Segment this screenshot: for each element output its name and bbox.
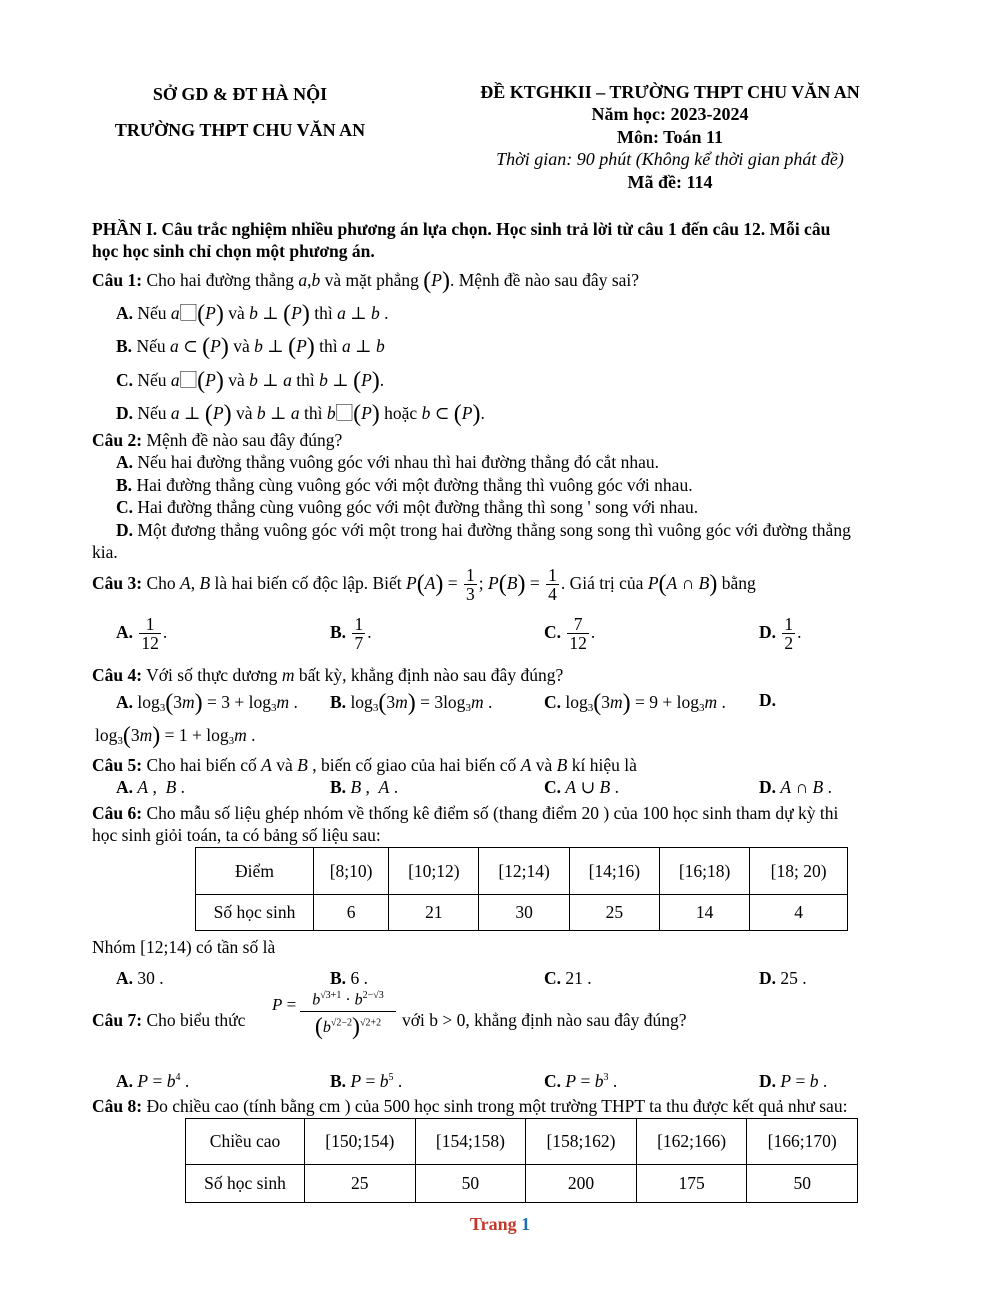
- question-3: Câu 3: Cho A, B là hai biến cố độc lập. Biết P(A) = $\frac{1}{3}$ ; P(B) = $\frac{1}{4}$ . Giá trị của P(A ∩ B) bằng: [92, 565, 756, 605]
- table-cell: 14: [659, 895, 749, 931]
- question-label: Câu 7:: [92, 1010, 143, 1030]
- table-header: Điểm: [196, 848, 314, 895]
- q7-option-a[interactable]: A. $P = b^4$ .: [116, 1071, 190, 1091]
- q3-option-d[interactable]: D. $\frac{1}{2}$ .: [759, 614, 802, 654]
- q4-option-d[interactable]: D.: [759, 690, 777, 710]
- table-cell: 6: [314, 895, 389, 931]
- question-1: Câu 1: Cho hai đường thẳng a,b và mặt phẳng (P). Mệnh đề nào sau đây sai?: [92, 268, 640, 294]
- table-cell: 175: [636, 1165, 747, 1203]
- q6-prompt: Nhóm [12;14) có tần số là: [92, 937, 276, 957]
- table-cell: 25: [305, 1165, 416, 1203]
- q7-formula: $b^{√3+1} \cdot b^{2-√3}$ $(b^{√2-2})^{√2+2}$: [300, 990, 396, 1041]
- q6-option-d[interactable]: D. 25 .: [759, 968, 807, 988]
- question-text: Mệnh đề nào sau đây đúng?: [146, 430, 343, 450]
- q6-option-a[interactable]: A. 30 .: [116, 968, 164, 988]
- table-cell: 50: [415, 1165, 526, 1203]
- table-cell: [162;166): [636, 1119, 747, 1165]
- q1-option-b[interactable]: B. Nếu a ⊂ (P) và b ⊥ (P) thì a ⊥ b: [116, 334, 385, 360]
- table-cell: 25: [569, 895, 659, 931]
- q1-option-a[interactable]: A. Nếu a⃞(P) và b ⊥ (P) thì a ⊥ b .: [116, 301, 389, 327]
- question-label: Câu 5:: [92, 755, 143, 775]
- q6-option-b[interactable]: B. 6 .: [330, 968, 368, 988]
- q3-option-c[interactable]: C. $\frac{7}{12}$ .: [544, 614, 596, 654]
- question-2: [92, 430, 342, 451]
- page-number: 1: [521, 1214, 531, 1234]
- prompt-text: có tần số là: [196, 937, 276, 957]
- question-label: Câu 8:: [92, 1096, 143, 1116]
- subject: Môn: Toán 11: [616, 127, 724, 147]
- q5-option-c[interactable]: C. A ∪ B .: [544, 777, 619, 797]
- exam-title: ĐỀ KTGHKII – TRƯỜNG THPT CHU VĂN AN: [480, 82, 860, 102]
- school-year: Năm học: 2023-2024: [591, 104, 749, 124]
- question-5: Câu 5: Cho hai biến cố A và B , biến cố giao của hai biến cố A và B kí hiệu là: [92, 755, 637, 775]
- table-cell: [166;170): [747, 1119, 858, 1165]
- option-text: Hai đường thẳng cùng vuông góc với một đường thẳng thì song ' song với nhau.: [137, 497, 699, 517]
- page-footer: [0, 1214, 1000, 1235]
- table-cell: [158;162): [526, 1119, 637, 1165]
- table-cell: 30: [479, 895, 569, 931]
- table-header: Số học sinh: [186, 1165, 305, 1203]
- q4-option-b[interactable]: B. $\log_3(3m) = 3\log_3m$ .: [330, 690, 493, 716]
- q4-option-c[interactable]: C. $\log_3(3m) = 9 + \log_3m$ .: [544, 690, 726, 716]
- q5-option-d[interactable]: D. A ∩ B .: [759, 777, 832, 797]
- question-7: [92, 1010, 245, 1031]
- question-6-cont: học sinh giỏi toán, ta có bảng số liệu sau:: [92, 825, 381, 845]
- exam-code: Mã đề: 114: [627, 172, 713, 192]
- school-name: TRƯỜNG THPT CHU VĂN AN: [114, 120, 366, 140]
- q5-option-b[interactable]: B. B , A .: [330, 777, 399, 797]
- q2-option-c[interactable]: C. Hai đường thẳng cùng vuông góc với một đường thẳng thì song ' song với nhau.: [116, 497, 699, 517]
- q2-option-d[interactable]: D. Một đương thẳng vuông góc với một trong hai đường thẳng song song thì vuông góc với đường thẳng: [116, 520, 851, 540]
- question-text: Cho biểu thức: [146, 1010, 246, 1030]
- school-department: SỞ GD & ĐT HÀ NỘI: [152, 84, 328, 104]
- question-4: Câu 4: Với số thực dương m bất kỳ, khẳng định nào sau đây đúng?: [92, 665, 564, 685]
- question-7-cont: với b > 0, khẳng định nào sau đây đúng?: [402, 1010, 687, 1030]
- question-label: Câu 4:: [92, 665, 143, 685]
- q1-option-d[interactable]: D. Nếu a ⊥ (P) và b ⊥ a thì b⃞(P) hoặc b ⊂ (P).: [116, 401, 485, 427]
- q3-option-a[interactable]: A. $\frac{1}{12}$ .: [116, 614, 168, 654]
- table-cell: 4: [750, 895, 848, 931]
- q6-option-c[interactable]: C. 21 .: [544, 968, 592, 988]
- table-cell: 21: [389, 895, 479, 931]
- group-label: [12;14): [140, 937, 192, 957]
- q2-option-b[interactable]: B. Hai đường thẳng cùng vuông góc với một đường thẳng thì vuông góc với nhau.: [116, 475, 693, 495]
- option-text: Nếu hai đường thẳng vuông góc với nhau thì hai đường thẳng đó cắt nhau.: [137, 452, 659, 472]
- question-text: Đo chiều cao (tính bằng cm ) của 500 học sinh trong một trường THPT ta thu được kết quả như sau:: [146, 1096, 848, 1116]
- table-cell: 200: [526, 1165, 637, 1203]
- table-cell: [150;154): [305, 1119, 416, 1165]
- table-header: Số học sinh: [196, 895, 314, 931]
- question-6: [92, 803, 838, 824]
- table-cell: [154;158): [415, 1119, 526, 1165]
- p-equals: P =: [272, 995, 297, 1014]
- question-label: Câu 2:: [92, 430, 143, 450]
- table-cell: 50: [747, 1165, 858, 1203]
- table-cell: [8;10): [314, 848, 389, 895]
- q7-option-c[interactable]: C. $P = b^3$ .: [544, 1071, 618, 1091]
- q2-option-d-cont: kia.: [92, 542, 118, 562]
- height-table: [185, 1118, 858, 1203]
- question-text: Cho mẫu số liệu ghép nhóm về thống kê điểm số (thang điểm 20 ) của 100 học sinh tham dự kỳ thi: [146, 803, 839, 823]
- option-text: Hai đường thẳng cùng vuông góc với một đường thẳng thì vuông góc với nhau.: [136, 475, 693, 495]
- exam-duration: Thời gian: 90 phút (Không kể thời gian phát đề): [496, 149, 844, 169]
- table-cell: [12;14): [479, 848, 569, 895]
- q2-option-a[interactable]: A. Nếu hai đường thẳng vuông góc với nhau thì hai đường thẳng đó cắt nhau.: [116, 452, 659, 472]
- q7-option-b[interactable]: B. $P = b^5$ .: [330, 1071, 403, 1091]
- q4-option-a[interactable]: A. $\log_3(3m) = 3 + \log_3m$ .: [116, 690, 298, 716]
- question-8: [92, 1096, 847, 1117]
- part1-title: PHẦN I. Câu trắc nghiệm nhiều phương án lựa chọn. Học sinh trả lời từ câu 1 đến câu 12. Mỗi câu: [92, 219, 831, 239]
- table-cell: [18; 20): [750, 848, 848, 895]
- q4-option-d-cont: $\log_3(3m) = 1 + \log_3m$ .: [95, 723, 256, 749]
- option-text: Một đương thẳng vuông góc với một trong hai đường thẳng song song thì vuông góc với đường thẳng: [137, 520, 851, 540]
- question-label: Câu 3:: [92, 572, 143, 593]
- q3-option-b[interactable]: B. $\frac{1}{7}$ .: [330, 614, 372, 654]
- part1-title-cont: học học sinh chỉ chọn một phương án.: [92, 241, 375, 261]
- table-cell: [16;18): [659, 848, 749, 895]
- q7-option-d[interactable]: D. P = b .: [759, 1071, 828, 1091]
- q1-option-c[interactable]: C. Nếu a⃞(P) và b ⊥ a thì b ⊥ (P).: [116, 368, 385, 394]
- score-table: [195, 847, 848, 931]
- table-header: Chiều cao: [186, 1119, 305, 1165]
- question-label: Câu 6:: [92, 803, 143, 823]
- page-word: Trang: [469, 1214, 517, 1234]
- table-cell: [14;16): [569, 848, 659, 895]
- table-cell: [10;12): [389, 848, 479, 895]
- q5-option-a[interactable]: A. A , B .: [116, 777, 186, 797]
- question-label: Câu 1:: [92, 270, 143, 290]
